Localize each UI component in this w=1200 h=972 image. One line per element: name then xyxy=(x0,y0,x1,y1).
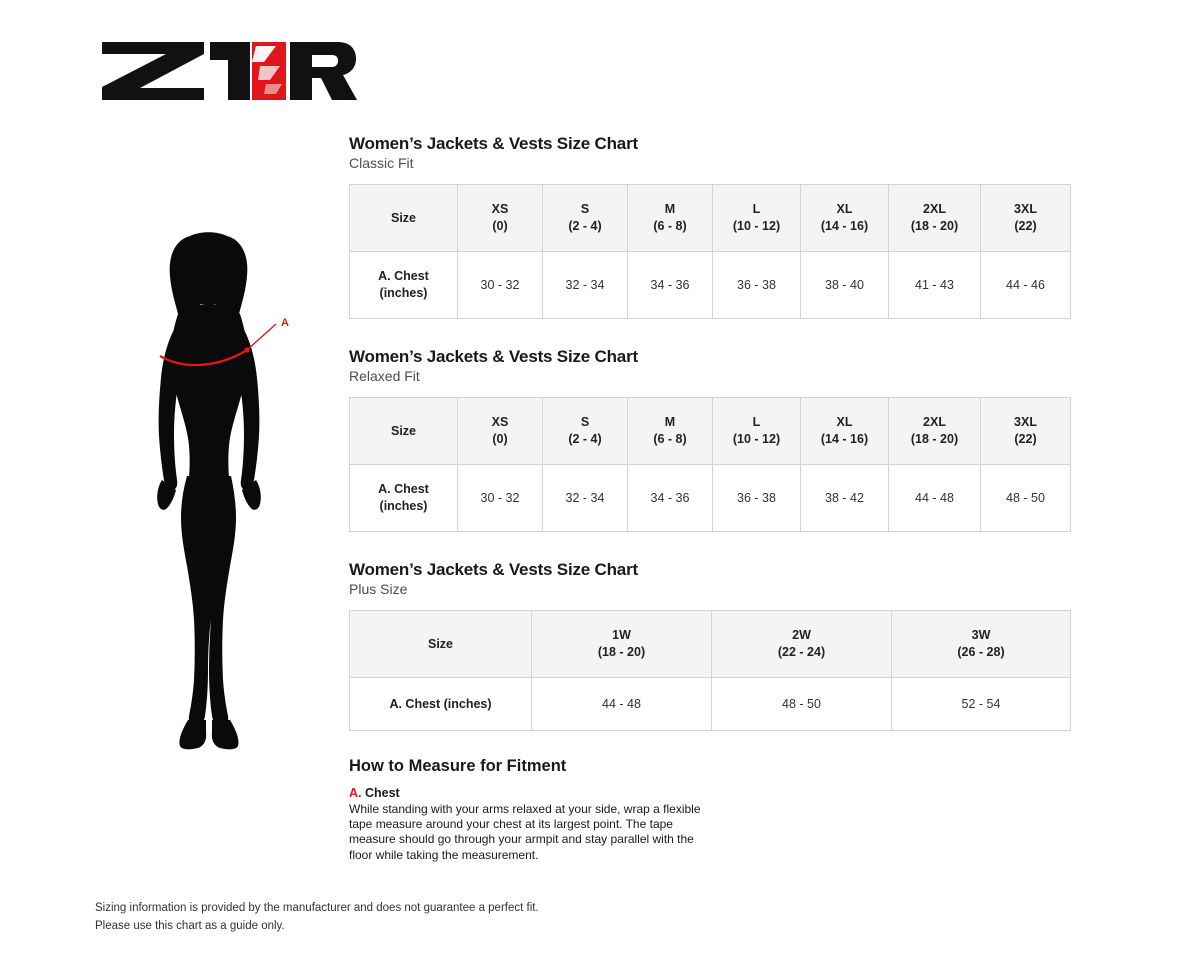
table-row xyxy=(350,678,1071,731)
table-header-cell xyxy=(712,611,892,678)
table-cell: 34 - 36 xyxy=(628,252,713,319)
table-cell: 36 - 38 xyxy=(713,465,801,532)
page-title-relaxed: Women’s Jackets & Vests Size Chart xyxy=(349,347,638,366)
table-cell: 52 - 54 xyxy=(892,678,1071,731)
row-label-line2: (inches) xyxy=(379,499,428,513)
spacer xyxy=(349,532,1071,560)
size-charts-container xyxy=(349,134,1071,863)
header-line2: (10 - 12) xyxy=(732,432,781,446)
table-cell: 48 - 50 xyxy=(981,465,1071,532)
header-line2: (2 - 4) xyxy=(568,219,602,233)
table-header-cell xyxy=(889,185,981,252)
how-to-measure-heading: How to Measure for Fitment xyxy=(349,757,567,775)
table-header-cell xyxy=(713,398,801,465)
page-title-classic: Women’s Jackets & Vests Size Chart xyxy=(349,134,638,153)
header-line2: (10 - 12) xyxy=(732,219,781,233)
header-line2: (18 - 20) xyxy=(910,219,959,233)
header-line2: (26 - 28) xyxy=(957,645,1005,659)
header-line2: (14 - 16) xyxy=(820,432,869,446)
disclaimer-line-1: Sizing information is provided by the manufacturer and does not guarantee a perfect fit. xyxy=(95,902,539,914)
table-row-header xyxy=(350,611,1071,678)
header-line1: 3W xyxy=(971,628,991,643)
header-line2: (18 - 20) xyxy=(597,645,646,659)
row-label-line2: (inches) xyxy=(379,286,428,300)
page-title-plus: Women’s Jackets & Vests Size Chart xyxy=(349,560,638,579)
header-line1: 2XL xyxy=(923,415,946,430)
subtitle-classic: Classic Fit xyxy=(349,155,414,171)
table-header-cell xyxy=(981,185,1071,252)
header-line1: 1W xyxy=(612,628,631,643)
table-row xyxy=(350,465,1071,532)
measure-item-text: While standing with your arms relaxed at your side, wrap a flexible tape measure around your chest at its largest point. The tape measure should go through your armpit and stay parallel with the floor while taking the measurement. xyxy=(349,802,701,862)
table-header-cell xyxy=(543,398,628,465)
measure-marker: A. xyxy=(349,786,362,800)
table-row xyxy=(350,252,1071,319)
row-label-line1: A. Chest (inches) xyxy=(389,696,492,711)
header-line1: 2W xyxy=(792,628,811,643)
table-header-cell xyxy=(458,185,543,252)
table-cell: 30 - 32 xyxy=(458,252,543,319)
header-line1: S xyxy=(580,415,590,430)
subtitle-plus: Plus Size xyxy=(349,581,408,597)
table-cell: 32 - 34 xyxy=(543,465,628,532)
header-line2: (22) xyxy=(1014,432,1037,446)
row-label-line1: A. Chest xyxy=(378,482,429,497)
table-cell: 30 - 32 xyxy=(458,465,543,532)
header-line2: (22 - 24) xyxy=(777,645,826,659)
table-header-cell xyxy=(350,185,458,252)
table-cell: 41 - 43 xyxy=(889,252,981,319)
table-header-cell xyxy=(892,611,1071,678)
z1r-logo xyxy=(100,40,358,102)
silhouette-graphic xyxy=(118,228,308,753)
header-line1: XL xyxy=(836,415,853,430)
size-chart-block-classic-fit xyxy=(349,134,1071,319)
female-body-silhouette xyxy=(118,228,308,753)
table-cell: 48 - 50 xyxy=(712,678,892,731)
measure-item-label xyxy=(349,786,1071,800)
size-chart-block-plus-size xyxy=(349,560,1071,731)
table-header-cell xyxy=(889,398,981,465)
disclaimer xyxy=(95,900,539,936)
table-header-cell xyxy=(543,185,628,252)
table-header-cell xyxy=(350,398,458,465)
row-label-cell xyxy=(350,465,458,532)
row-label-cell xyxy=(350,678,532,731)
header-line1: Size xyxy=(390,423,416,438)
table-header-cell xyxy=(532,611,712,678)
table-header-cell xyxy=(458,398,543,465)
header-line1: L xyxy=(752,415,761,430)
table-cell: 34 - 36 xyxy=(628,465,713,532)
size-table-relaxed-fit xyxy=(349,397,1071,532)
disclaimer-line-2: Please use this chart as a guide only. xyxy=(95,919,285,932)
measure-item-chest xyxy=(349,786,1071,863)
table-header-cell xyxy=(350,611,532,678)
header-line2: (0) xyxy=(492,219,508,233)
table-cell: 44 - 48 xyxy=(889,465,981,532)
header-line1: 2XL xyxy=(923,202,946,217)
table-cell: 38 - 42 xyxy=(801,465,889,532)
header-line1: L xyxy=(752,202,761,217)
header-line2: (18 - 20) xyxy=(910,432,959,446)
table-header-cell xyxy=(981,398,1071,465)
row-label-cell xyxy=(350,252,458,319)
header-line1: M xyxy=(664,415,676,430)
header-line1: Size xyxy=(390,210,416,225)
header-line1: S xyxy=(580,202,590,217)
subtitle-relaxed: Relaxed Fit xyxy=(349,368,420,384)
table-header-cell xyxy=(801,185,889,252)
size-table-plus-size xyxy=(349,610,1071,731)
registered-mark-icon: ® xyxy=(347,90,354,100)
header-line1: XS xyxy=(491,202,509,217)
table-header-cell xyxy=(801,398,889,465)
table-cell: 44 - 46 xyxy=(981,252,1071,319)
table-cell: 44 - 48 xyxy=(532,678,712,731)
size-chart-block-relaxed-fit xyxy=(349,347,1071,532)
header-line2: (6 - 8) xyxy=(653,432,687,446)
header-line1: 3XL xyxy=(1014,202,1037,217)
table-cell: 36 - 38 xyxy=(713,252,801,319)
table-header-cell xyxy=(628,398,713,465)
table-cell: 32 - 34 xyxy=(543,252,628,319)
header-line1: XS xyxy=(491,415,509,430)
size-table-classic-fit xyxy=(349,184,1071,319)
table-cell: 38 - 40 xyxy=(801,252,889,319)
table-header-cell xyxy=(713,185,801,252)
header-line2: (22) xyxy=(1014,219,1037,233)
header-line1: XL xyxy=(836,202,853,217)
header-line1: Size xyxy=(427,636,453,651)
header-line1: 3XL xyxy=(1014,415,1037,430)
z1r-logo-graphic xyxy=(100,40,358,102)
table-row-header xyxy=(350,398,1071,465)
spacer xyxy=(349,319,1071,347)
header-line2: (0) xyxy=(492,432,508,446)
row-label-line1: A. Chest xyxy=(378,269,429,284)
header-line1: M xyxy=(664,202,676,217)
header-line2: (14 - 16) xyxy=(820,219,869,233)
header-line2: (6 - 8) xyxy=(653,219,687,233)
table-row-header xyxy=(350,185,1071,252)
header-line2: (2 - 4) xyxy=(568,432,602,446)
measure-name: Chest xyxy=(364,786,400,800)
measure-point-a-label: A xyxy=(281,317,289,329)
table-header-cell xyxy=(628,185,713,252)
